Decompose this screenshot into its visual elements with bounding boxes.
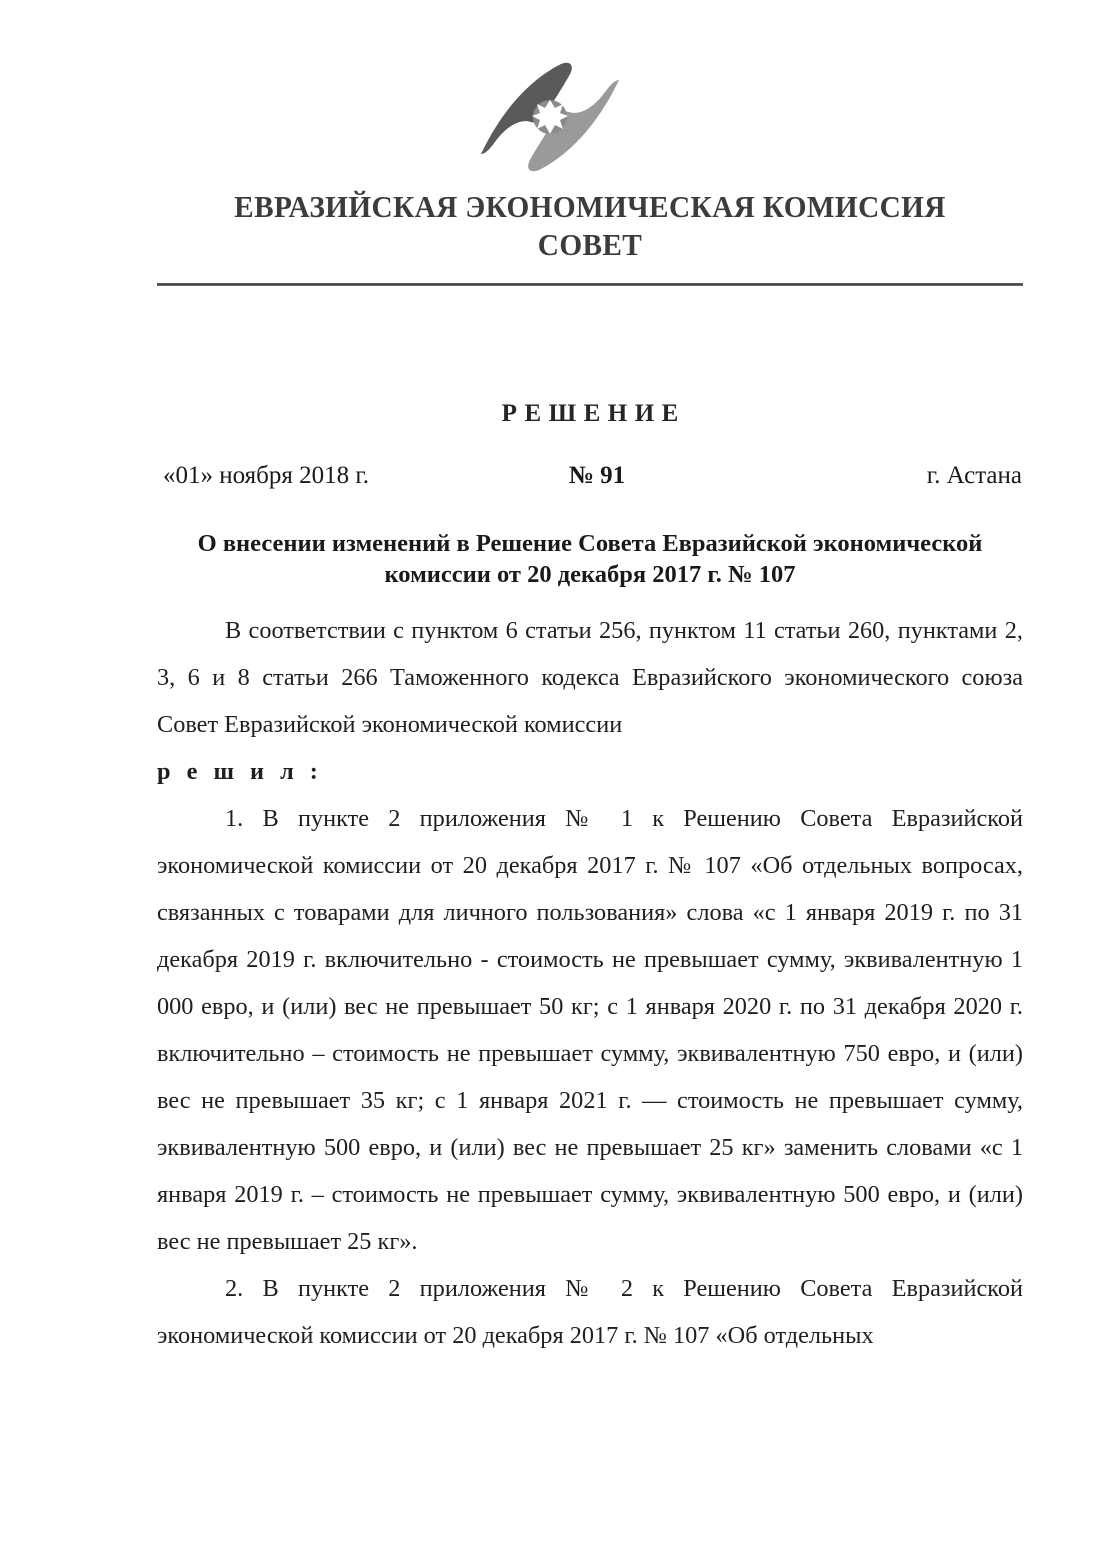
document-title-line1: О внесении изменений в Решение Совета Евразийской экономической bbox=[197, 530, 983, 557]
header-divider bbox=[157, 283, 1023, 286]
document-title-line2: комиссии от 20 декабря 2017 г. № 107 bbox=[384, 561, 796, 588]
document-title bbox=[157, 528, 1023, 590]
clause-2-paragraph: 2. В пункте 2 приложения № 2 к Решению Совета Евразийской экономической комиссии от 20 декабря 2017 г. № 107 «Об отдельных bbox=[157, 1275, 1023, 1349]
resolved-keyword: р е ш и л : bbox=[157, 758, 323, 785]
decision-number: № 91 bbox=[568, 462, 626, 489]
eaeu-emblem-icon bbox=[475, 58, 625, 176]
organization-title bbox=[174, 188, 1005, 264]
clause-1-paragraph: 1. В пункте 2 приложения № 1 к Решению Совета Евразийской экономической комиссии от 20 декабря 2017 г. № 107 «Об отдельных вопросах, связанных с товарами для личного пользования» слова «с 1 января 2019 г. по 31 декабря 2019 г. включительно - стоимость не превышает сумму, эквивалентную 1 000 евро, и (или) вес не превышает 50 кг; с 1 января 2020 г. по 31 декабря 2020 г. включительно – стоимость не превышает сумму, эквивалентную 750 евро, и (или) вес не превышает 35 кг; с 1 января 2021 г. — стоимость не превышает сумму, эквивалентную 500 евро, и (или) вес не превышает 25 кг» заменить словами «с 1 января 2019 г. – стоимость не превышает сумму, эквивалентную 500 евро, и (или) вес не превышает 25 кг». bbox=[157, 805, 1023, 1255]
document-kind: РЕШЕНИЕ bbox=[501, 400, 686, 427]
organization-body: СОВЕТ bbox=[537, 228, 643, 262]
decision-place: г. Астана bbox=[926, 462, 1022, 489]
document-body bbox=[157, 607, 1023, 1359]
emblem-container bbox=[0, 58, 1100, 181]
decision-date: «01» ноября 2018 г. bbox=[163, 462, 370, 489]
organization-name: ЕВРАЗИЙСКАЯ ЭКОНОМИЧЕСКАЯ КОМИССИЯ bbox=[234, 190, 946, 224]
decision-meta-row bbox=[157, 462, 1023, 494]
preamble-paragraph: В соответствии с пунктом 6 статьи 256, пунктом 11 статьи 260, пунктами 2, 3, 6 и 8 статьи 266 Таможенного кодекса Евразийского экономического союза Совет Евразийской экономической комиссии bbox=[157, 617, 1023, 738]
